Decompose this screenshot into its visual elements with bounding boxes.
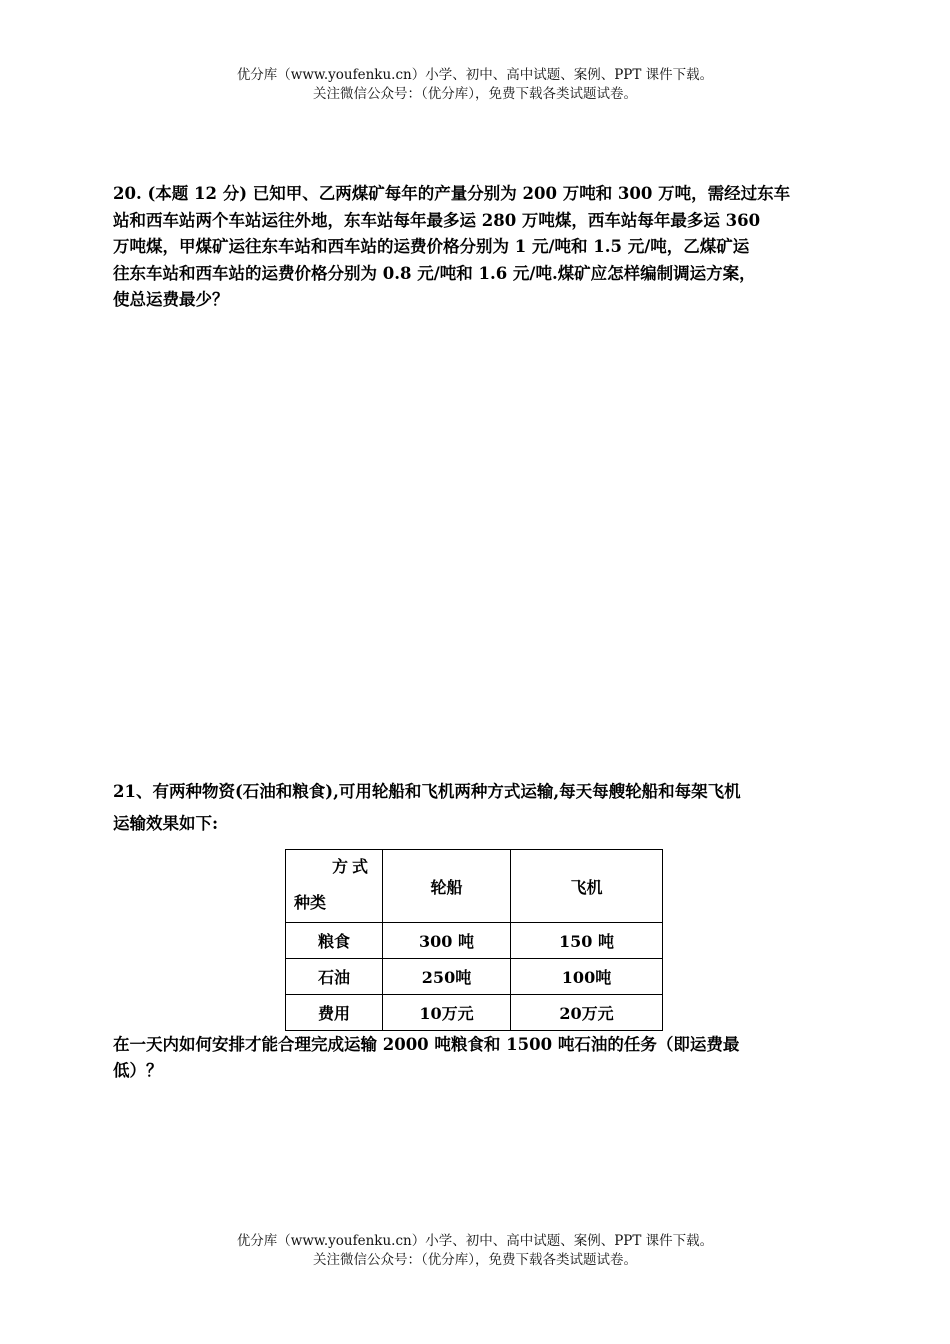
q20-line: 往东车站和西车站的运费价格分别为 0.8 元/吨和 1.6 元/吨.煤矿应怎样编制调运方案， — [113, 263, 756, 283]
table-corner-cell — [286, 850, 383, 923]
q20-line: 20. (本题 12 分) 已知甲、乙两煤矿每年的产量分别为 200 万吨和 300 万吨，需经过东车 — [113, 184, 791, 203]
q20-line: 万吨煤，甲煤矿运往东车站和西车站的运费价格分别为 1 元/吨和 1.5 元/吨，乙煤矿运 — [113, 237, 750, 256]
col-header-plane: 飞机 — [511, 850, 663, 923]
table-row — [286, 959, 663, 995]
q20-line: 站和西车站两个车站运往外地，东车站每年最多运 280 万吨煤，西车站每年最多运 360 — [113, 210, 761, 230]
header-line-2: 关注微信公众号：（优分库），免费下载各类试题试卷。 — [313, 86, 637, 102]
row-label: 粮食 — [286, 923, 383, 959]
header-line-1: 优分库（www.youfenku.cn）小学、初中、高中试题、案例、PPT 课件下载。 — [236, 67, 714, 83]
question-21-task — [113, 1032, 841, 1084]
corner-bottom-label: 种类 — [294, 893, 327, 912]
plane-value: 100吨 — [511, 959, 663, 995]
page-footer — [0, 1232, 950, 1270]
question-21-intro — [113, 776, 841, 840]
ship-value: 300 吨 — [383, 923, 511, 959]
plane-value: 20万元 — [511, 995, 663, 1031]
row-label: 费用 — [286, 995, 383, 1031]
q21-task-line-1: 在一天内如何安排才能合理完成运输 2000 吨粮食和 1500 吨石油的任务（即运费最 — [113, 1035, 740, 1054]
q20-line: 使总运费最少？ — [113, 290, 229, 309]
q21-line-2: 运输效果如下: — [113, 814, 219, 833]
row-label: 石油 — [286, 959, 383, 995]
col-header-ship: 轮船 — [383, 850, 511, 923]
table-row — [286, 995, 663, 1031]
table-row — [286, 923, 663, 959]
page-header — [0, 66, 950, 104]
plane-value: 150 吨 — [511, 923, 663, 959]
question-20 — [113, 181, 841, 314]
q21-line-1: 21、有两种物资(石油和粮食),可用轮船和飞机两种方式运输,每天每艘轮船和每架飞机 — [113, 782, 741, 801]
footer-line-1: 优分库（www.youfenku.cn）小学、初中、高中试题、案例、PPT 课件下载。 — [236, 1233, 714, 1249]
q21-task-line-2: 低）？ — [113, 1061, 163, 1080]
corner-top-label: 方式 — [332, 857, 373, 876]
ship-value: 10万元 — [383, 995, 511, 1031]
transport-table — [285, 849, 663, 1031]
footer-line-2: 关注微信公众号：（优分库），免费下载各类试题试卷。 — [313, 1252, 637, 1268]
ship-value: 250吨 — [383, 959, 511, 995]
